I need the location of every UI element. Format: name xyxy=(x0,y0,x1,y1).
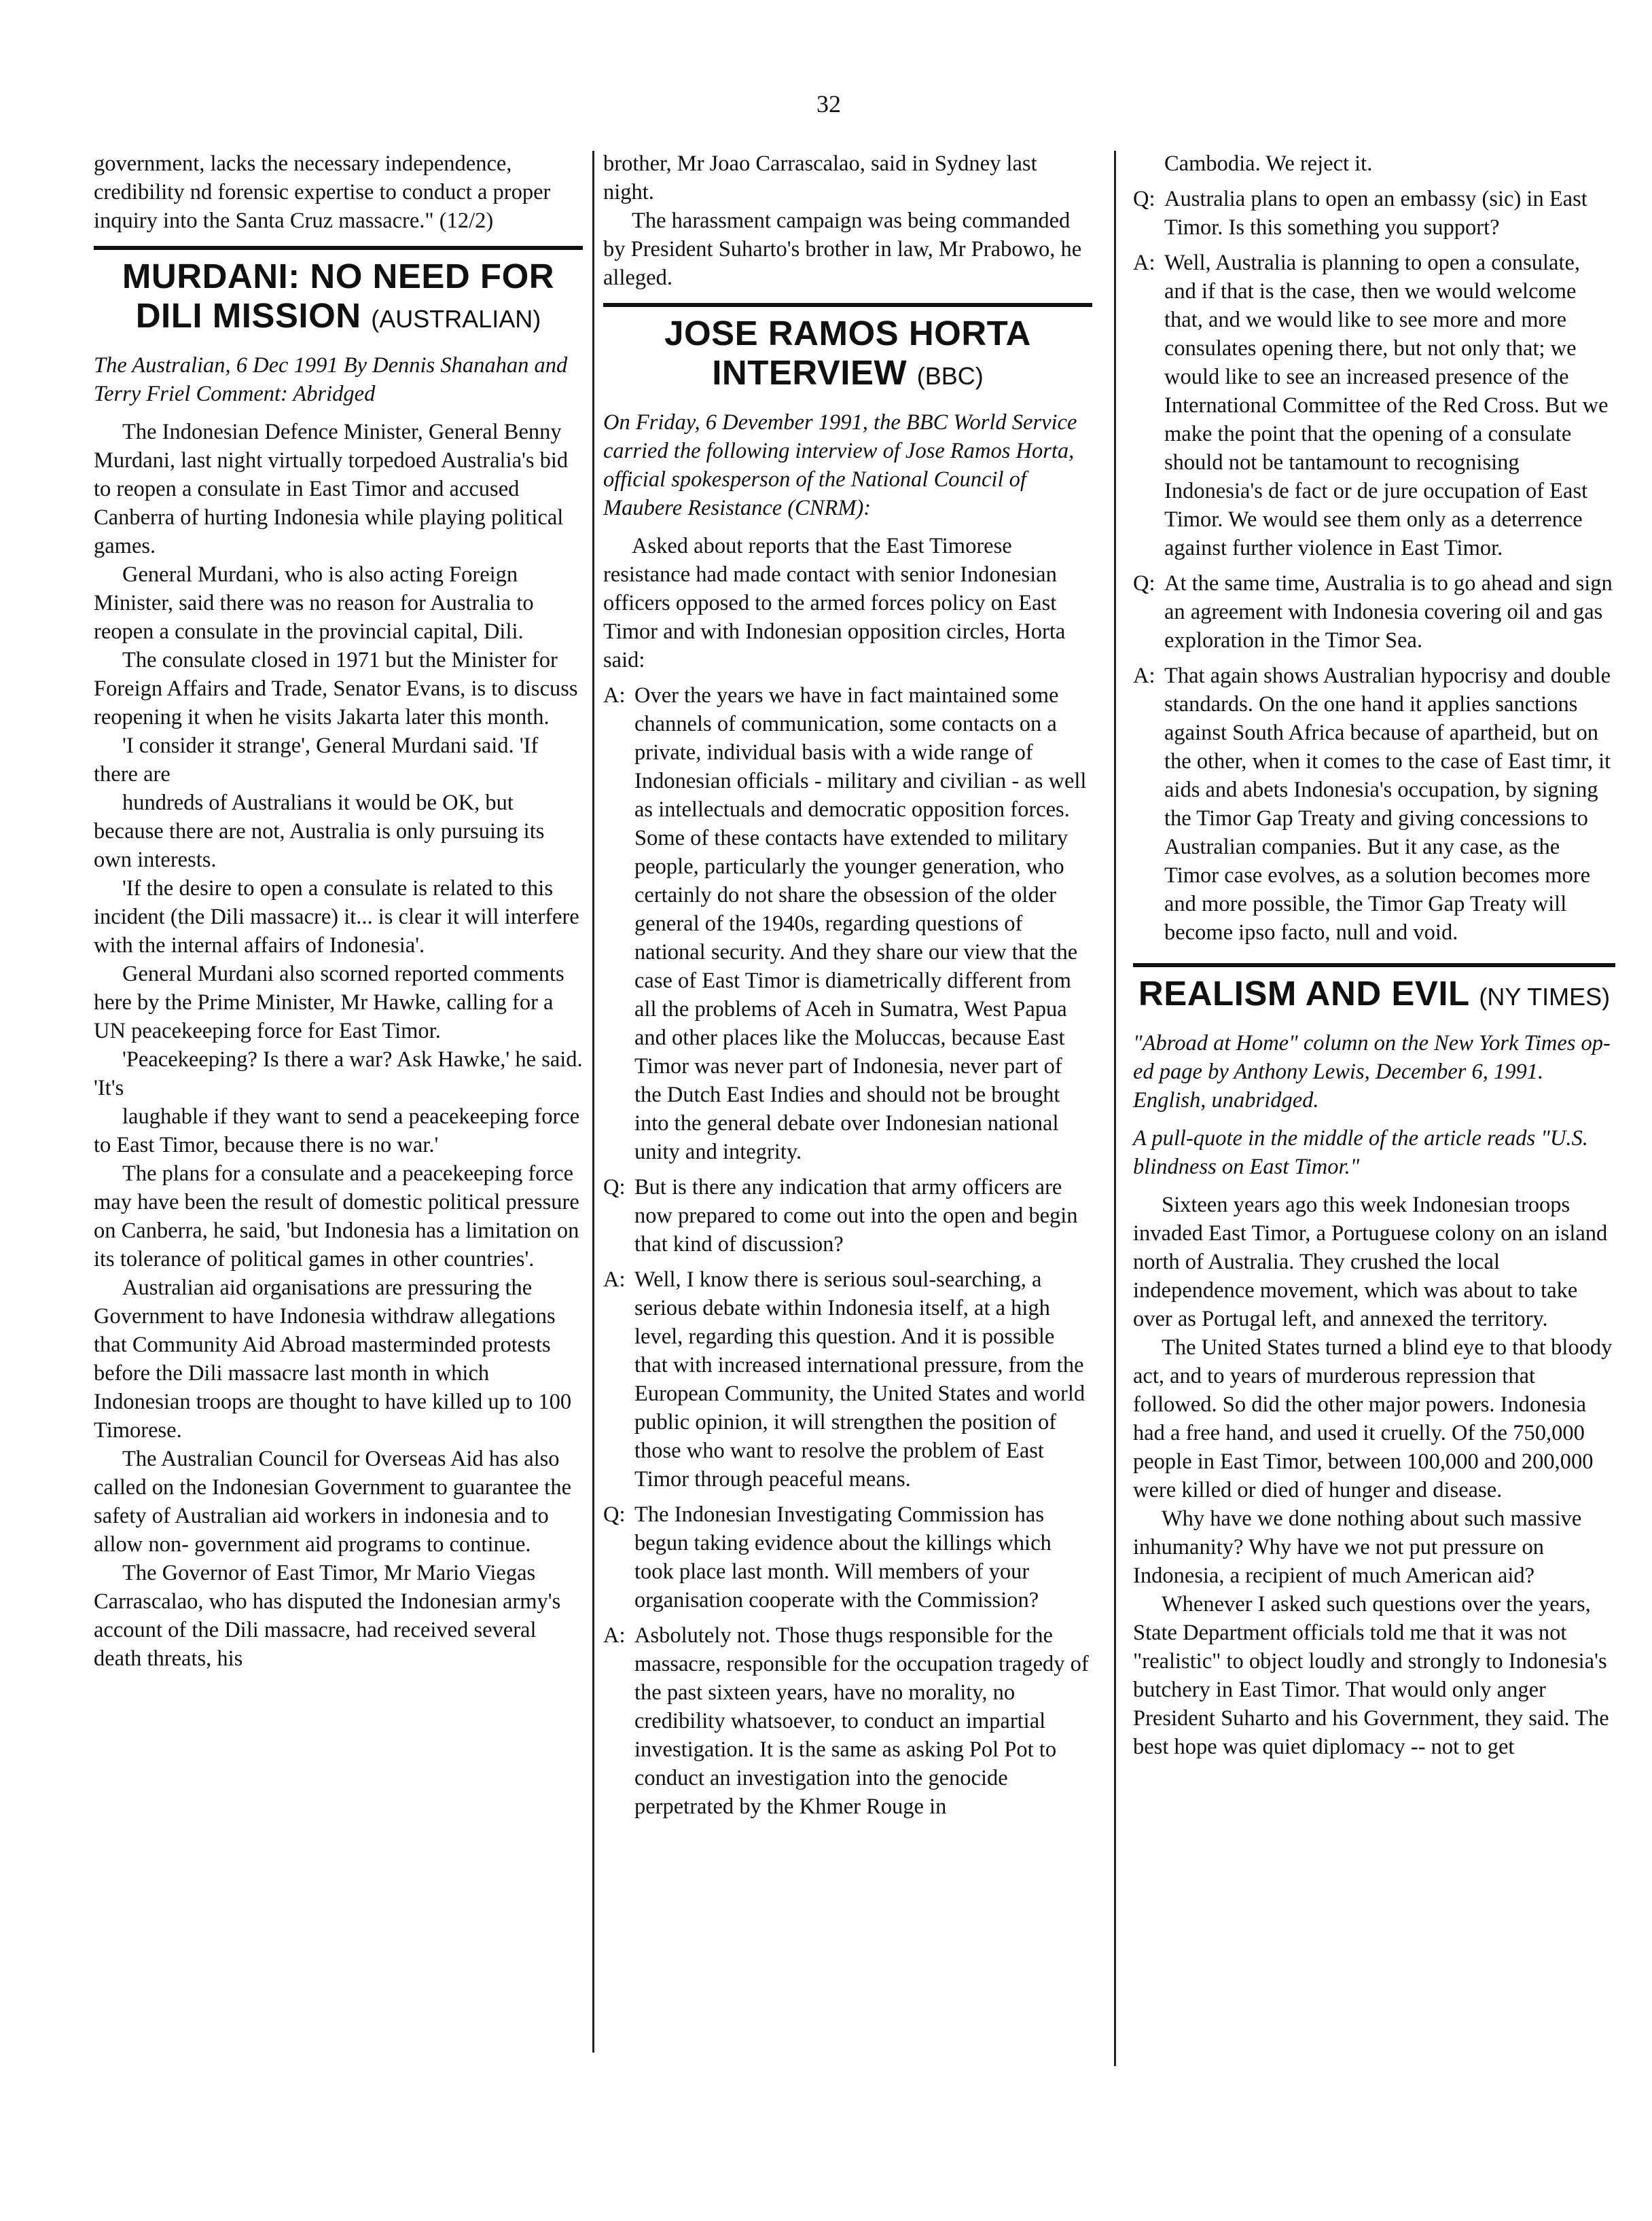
page-number: 32 xyxy=(816,90,841,118)
pullquote-note: A pull-quote in the middle of the article reads "U.S. blindness on East Timor." xyxy=(1133,1126,1588,1179)
column-1 xyxy=(94,149,583,1673)
headline-source: (BBC) xyxy=(916,362,984,390)
qa-item xyxy=(1133,569,1615,655)
headline-source: (NY TIMES) xyxy=(1479,983,1611,1011)
qa-text: Australia plans to open an embassy (sic) in East Timor. Is this something you support? xyxy=(1164,187,1587,240)
qa-item xyxy=(1133,249,1615,562)
article-intro: On Friday, 6 Devember 1991, the BBC World Service carried the following interview of Jose Ramos Horta, official spokesperson of the National Council of Maubere Resistance (CNRM): xyxy=(603,410,1077,520)
paragraph: General Murdani also scorned reported comments here by the Prime Minister, Mr Hawke, calling for a UN peacekeeping force for East Timor. xyxy=(94,962,564,1043)
column-2 xyxy=(603,149,1092,1821)
article-byline: The Australian, 6 Dec 1991 By Dennis Shanahan and Terry Friel Comment: Abridged xyxy=(94,353,568,406)
qa-item xyxy=(1133,185,1615,242)
paragraph: Australian aid organisations are pressuring the Government to have Indonesia withdraw allegations that Community Aid Abroad masterminded protests before the Dili massacre last month in which Indonesian troops are thought to have killed up to 100 Timorese. xyxy=(94,1276,572,1443)
headline-text: JOSE RAMOS HORTA INTERVIEW xyxy=(664,314,1031,392)
paragraph: 'If the desire to open a consulate is related to this incident (the Dili massacre) it... is clear it will interfere with the internal affairs of Indonesia'. xyxy=(94,876,579,958)
article-headline xyxy=(603,314,1092,396)
article-headline xyxy=(1133,974,1615,1017)
paragraph: hundreds of Australians it would be OK, but because there are not, Australia is only pursuing its own interests. xyxy=(94,791,545,872)
qa-label: Q: xyxy=(1133,187,1155,211)
article-murdani xyxy=(94,246,583,339)
qa-label: A: xyxy=(1133,664,1155,688)
qa-item xyxy=(603,681,1092,1166)
continued-paragraph: government, lacks the necessary independence, credibility nd forensic expertise to conduct a proper inquiry into the Santa Cruz massacre." (12/2) xyxy=(94,151,551,233)
paragraph: The United States turned a blind eye to that bloody act, and to years of murderous repression that followed. So did the other major powers. Indonesia had a free hand, and used it cruelly. Of the 750,000 people in East Timor, between 100,000 and 200,000 were killed or died of hunger and disease. xyxy=(1133,1335,1613,1502)
paragraph: The Governor of East Timor, Mr Mario Viegas Carrascalao, who has disputed the Indonesian army's account of the Dili massacre, had received several death threats, his xyxy=(94,1561,561,1671)
qa-text: Well, I know there is serious soul-searching, a serious debate within Indonesia itself, at a high level, regarding this question. And it is possible that with increased international pressure, from the European Community, the United States and world public opinion, it will strengthen the position of those who want to resolve the problem of East Timor through peaceful means. xyxy=(634,1267,1085,1492)
article-horta-interview xyxy=(603,303,1092,396)
qa-text: Asbolutely not. Those thugs responsible for the massacre, responsible for the occupation tragedy of the past sixteen years, have no morality, no credibility whatsoever, to conduct an impartial investigation. It is the same as asking Pol Pot to conduct an investigation into the genocide perpetrated by the Khmer Rouge in xyxy=(634,1623,1089,1819)
qa-label: A: xyxy=(1133,251,1155,275)
qa-text: Over the years we have in fact maintained some channels of communication, some contacts on a private, individual basis with a wide range of Indonesian officials - military and civilian - as well as intellectuals and democratic opposition forces. Some of these contacts have extended to military people, particularly the younger generation, who certainly do not share the obsession of the older general of the 1940s, regarding questions of national security. And they share our view that the case of East Timor is diametrically different from all the problems of Aceh in Sumatra, West Papua and other places like the Moluccas, because East Timor was never part of Indonesia, never part of the Dutch East Indies and should not be brought into the general debate over Indonesian national unity and integrity. xyxy=(634,683,1087,1164)
qa-text: At the same time, Australia is to go ahead and sign an agreement with Indonesia covering oil and gas exploration in the Timor Sea. xyxy=(1164,571,1613,653)
paragraph: The plans for a consulate and a peacekeeping force may have been the result of domestic political pressure on Canberra, he said, 'but Indonesia has a limitation on its tolerance of political games in other countries'. xyxy=(94,1161,579,1271)
article-realism-and-evil xyxy=(1133,963,1615,1017)
qa-text: But is there any indication that army officers are now prepared to come out into the open and begin that kind of discussion? xyxy=(634,1175,1078,1257)
paragraph: The harassment campaign was being commanded by President Suharto's brother in law, Mr Prabowo, he alleged. xyxy=(603,209,1082,290)
paragraph: Asked about reports that the East Timorese resistance had made contact with senior Indonesian officers opposed to the armed forces policy on East Timor and with Indonesian opposition circles, Horta said: xyxy=(603,534,1066,672)
headline-text: REALISM AND EVIL xyxy=(1138,974,1469,1013)
continued-paragraph: brother, Mr Joao Carrascalao, said in Sydney last night. xyxy=(603,151,1037,204)
qa-text: Well, Australia is planning to open a consulate, and if that is the case, then we would welcome that, and we would like to see more and more consulates opening there, but not only that; we would like to see an increased presence of the International Committee of the Red Cross. But we make the point that the opening of a consulate should not be tantamount to recognising Indonesia's de fact or de jure occupation of East Timor. We would see them only as a deterrence against further violence in East Timor. xyxy=(1164,251,1609,560)
column-divider-right xyxy=(1114,151,1116,2066)
article-headline xyxy=(94,257,583,339)
qa-label: A: xyxy=(603,1623,626,1648)
qa-label: A: xyxy=(603,1267,626,1292)
paragraph: 'I consider it strange', General Murdani said. 'If there are xyxy=(94,734,539,787)
paragraph: laughable if they want to send a peacekeeping force to East Timor, because there is no war.' xyxy=(94,1104,580,1157)
paragraph: Why have we done nothing about such massive inhumanity? Why have we not put pressure on Indonesia, a recipient of much American aid? xyxy=(1133,1506,1582,1588)
article-intro: "Abroad at Home" column on the New York Times op-ed page by Anthony Lewis, December 6, 1991. English, unabridged. xyxy=(1133,1031,1611,1113)
paragraph: General Murdani, who is also acting Foreign Minister, said there was no reason for Australia to reopen a consulate in the provincial capital, Dili. xyxy=(94,562,534,644)
headline-text: MURDANI: NO NEED FOR DILI MISSION xyxy=(122,257,555,335)
paragraph: The consulate closed in 1971 but the Minister for Foreign Affairs and Trade, Senator Evans, is to discuss reopening it when he visits Jakarta later this month. xyxy=(94,648,578,729)
qa-label: Q: xyxy=(603,1175,626,1199)
headline-source: (AUSTRALIAN) xyxy=(371,305,541,333)
qa-item xyxy=(1133,662,1615,947)
qa-item xyxy=(603,1500,1092,1614)
paragraph: Sixteen years ago this week Indonesian troops invaded East Timor, a Portuguese colony on an island north of Australia. They crushed the local independence movement, which was about to take over as Portugal left, and annexed the territory. xyxy=(1133,1193,1608,1331)
paragraph: 'Peacekeeping? Is there a war? Ask Hawke,' he said. 'It's xyxy=(94,1047,583,1100)
qa-label: Q: xyxy=(603,1502,626,1527)
qa-item xyxy=(603,1173,1092,1259)
column-3 xyxy=(1133,149,1615,1761)
qa-item xyxy=(603,1621,1092,1821)
column-divider-left xyxy=(592,151,594,2053)
qa-text: The Indonesian Investigating Commission has begun taking evidence about the killings which took place last month. Will members of your organisation cooperate with the Commission? xyxy=(634,1502,1052,1612)
continued-paragraph: Cambodia. We reject it. xyxy=(1164,151,1373,176)
qa-text: That again shows Australian hypocrisy and double standards. On the one hand it applies sanctions against South Africa because of apartheid, but on the other, when it comes to the case of East timr, it aids and abets Indonesia's occupation, by signing the Timor Gap Treaty and giving concessions to Australian companies. But it any case, as the Timor case evolves, as a solution becomes more and more possible, the Timor Gap Treaty will become ipso facto, null and void. xyxy=(1164,664,1611,945)
paragraph: The Indonesian Defence Minister, General Benny Murdani, last night virtually torpedoed Australia's bid to reopen a consulate in East Timor and accused Canberra of hurting Indonesia while playing political games. xyxy=(94,420,569,558)
qa-label: A: xyxy=(603,683,626,708)
qa-label: Q: xyxy=(1133,571,1155,596)
paragraph: Whenever I asked such questions over the years, State Department officials told me that it was not "realistic" to object loudly and strongly to Indonesia's butchery in East Timor. That would only anger President Suharto and his Government, they said. The best hope was quiet diplomacy -- not to get xyxy=(1133,1592,1609,1759)
qa-item xyxy=(603,1265,1092,1494)
paragraph: The Australian Council for Overseas Aid has also called on the Indonesian Government to guarantee the safety of Australian aid workers in indonesia and to allow non- government aid programs to continue. xyxy=(94,1447,572,1557)
